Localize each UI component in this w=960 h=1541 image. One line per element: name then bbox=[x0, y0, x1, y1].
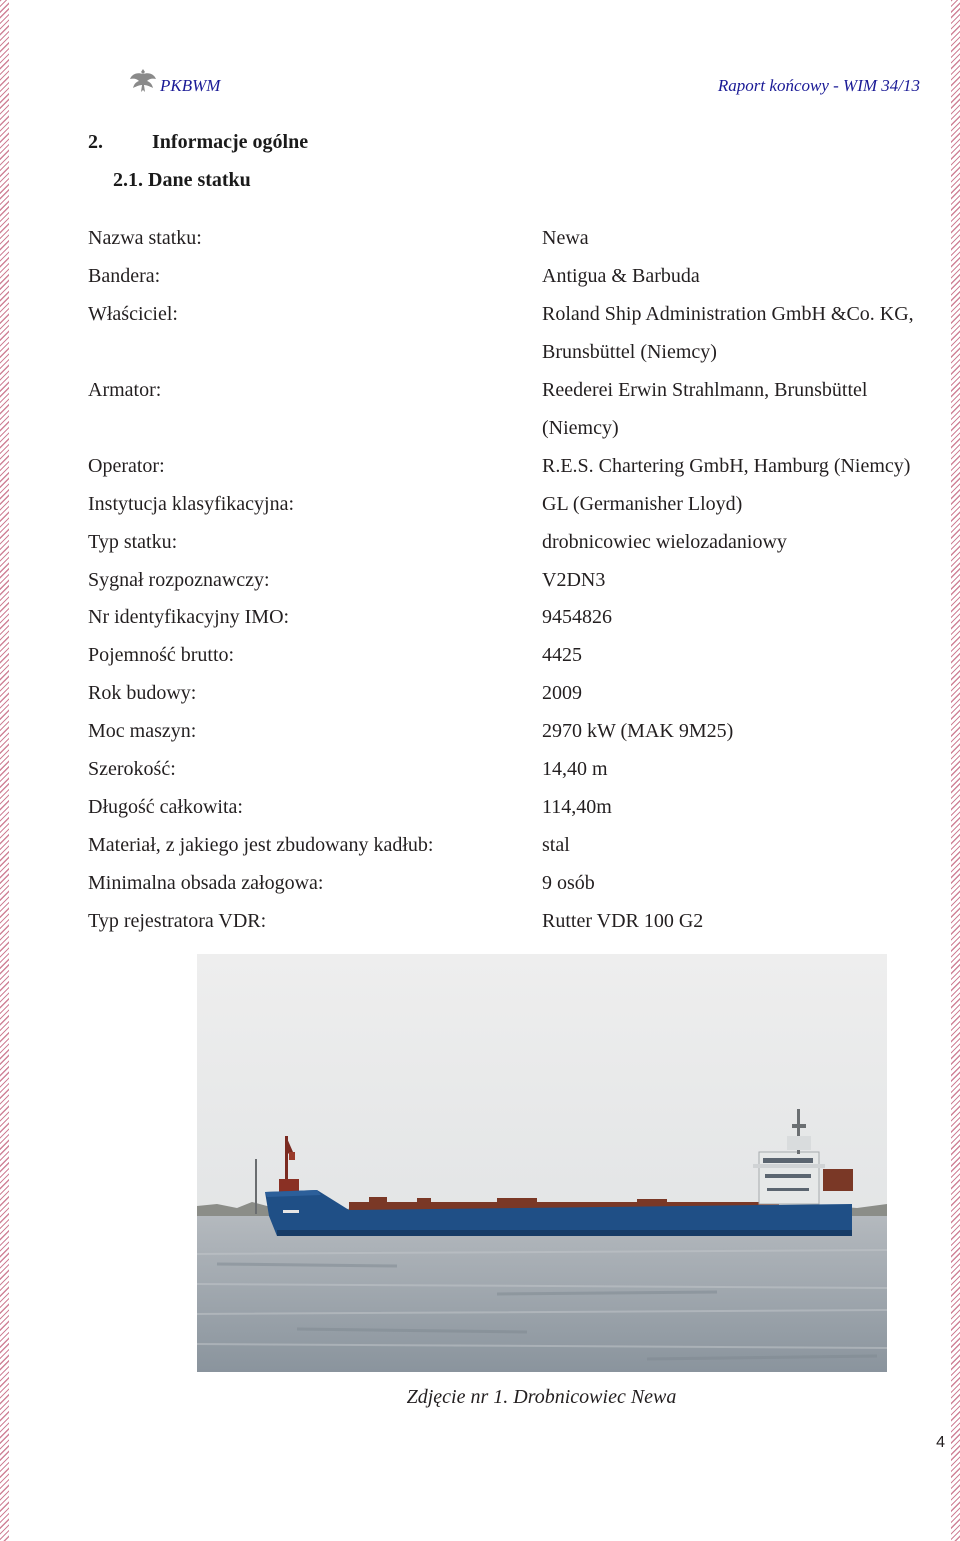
row-value: 9454826 bbox=[542, 606, 612, 628]
row-label: Typ rejestratora VDR: bbox=[88, 910, 267, 932]
header-organization: PKBWM bbox=[160, 76, 221, 95]
row-value: Reederei Erwin Strahlmann, Brunsbüttel bbox=[542, 379, 868, 401]
mast-pole bbox=[255, 1159, 257, 1214]
row-label: Armator: bbox=[88, 379, 162, 401]
photo-caption: Zdjęcie nr 1. Drobnicowiec Newa bbox=[406, 1386, 677, 1408]
section-heading bbox=[88, 131, 308, 154]
row-value: Antigua & Barbuda bbox=[542, 265, 700, 287]
row-label: Typ statku: bbox=[88, 531, 178, 553]
row-value-continued: (Niemcy) bbox=[542, 417, 619, 439]
row-label: Minimalna obsada załogowa: bbox=[88, 872, 324, 894]
page-header bbox=[128, 66, 920, 100]
row-label: Operator: bbox=[88, 455, 165, 477]
row-value-continued: Brunsbüttel (Niemcy) bbox=[542, 341, 717, 363]
row-value: 14,40 m bbox=[542, 758, 608, 780]
row-label: Bandera: bbox=[88, 265, 161, 287]
row-value: drobnicowiec wielozadaniowy bbox=[542, 531, 787, 553]
row-value: stal bbox=[542, 834, 570, 856]
decorative-border-left bbox=[0, 0, 9, 1541]
row-label: Nr identyfikacyjny IMO: bbox=[88, 606, 290, 628]
ship-photo bbox=[197, 954, 887, 1372]
eagle-emblem-icon bbox=[128, 66, 158, 96]
row-value: 114,40m bbox=[542, 796, 612, 818]
row-label: Pojemność brutto: bbox=[88, 644, 235, 666]
row-value: R.E.S. Chartering GmbH, Hamburg (Niemcy) bbox=[542, 455, 911, 477]
row-label: Sygnał rozpoznawczy: bbox=[88, 569, 270, 591]
row-value: 2009 bbox=[542, 682, 582, 704]
page-number: 4 bbox=[936, 1434, 945, 1451]
row-value: Newa bbox=[542, 227, 589, 249]
row-value: 9 osób bbox=[542, 872, 595, 894]
header-report-title: Raport końcowy - WIM 34/13 bbox=[717, 76, 920, 95]
section-number: 2. bbox=[88, 131, 103, 153]
row-value: 2970 kW (MAK 9M25) bbox=[542, 720, 734, 742]
subsection-heading: 2.1. Dane statku bbox=[113, 169, 251, 191]
row-value: GL (Germanisher Lloyd) bbox=[542, 493, 743, 515]
section-title: Informacje ogólne bbox=[152, 131, 309, 153]
row-label: Długość całkowita: bbox=[88, 796, 243, 818]
row-label: Moc maszyn: bbox=[88, 720, 197, 742]
row-label: Szerokość: bbox=[88, 758, 176, 780]
row-value: Rutter VDR 100 G2 bbox=[542, 910, 704, 932]
row-label: Nazwa statku: bbox=[88, 227, 202, 249]
row-value: Roland Ship Administration GmbH &Co. KG, bbox=[542, 303, 914, 325]
row-value: V2DN3 bbox=[542, 569, 606, 591]
row-label: Instytucja klasyfikacyjna: bbox=[88, 493, 295, 515]
row-label: Rok budowy: bbox=[88, 682, 197, 704]
row-label: Materiał, z jakiego jest zbudowany kadłub: bbox=[88, 834, 434, 856]
row-label: Właściciel: bbox=[88, 303, 178, 325]
row-value: 4425 bbox=[542, 644, 582, 666]
